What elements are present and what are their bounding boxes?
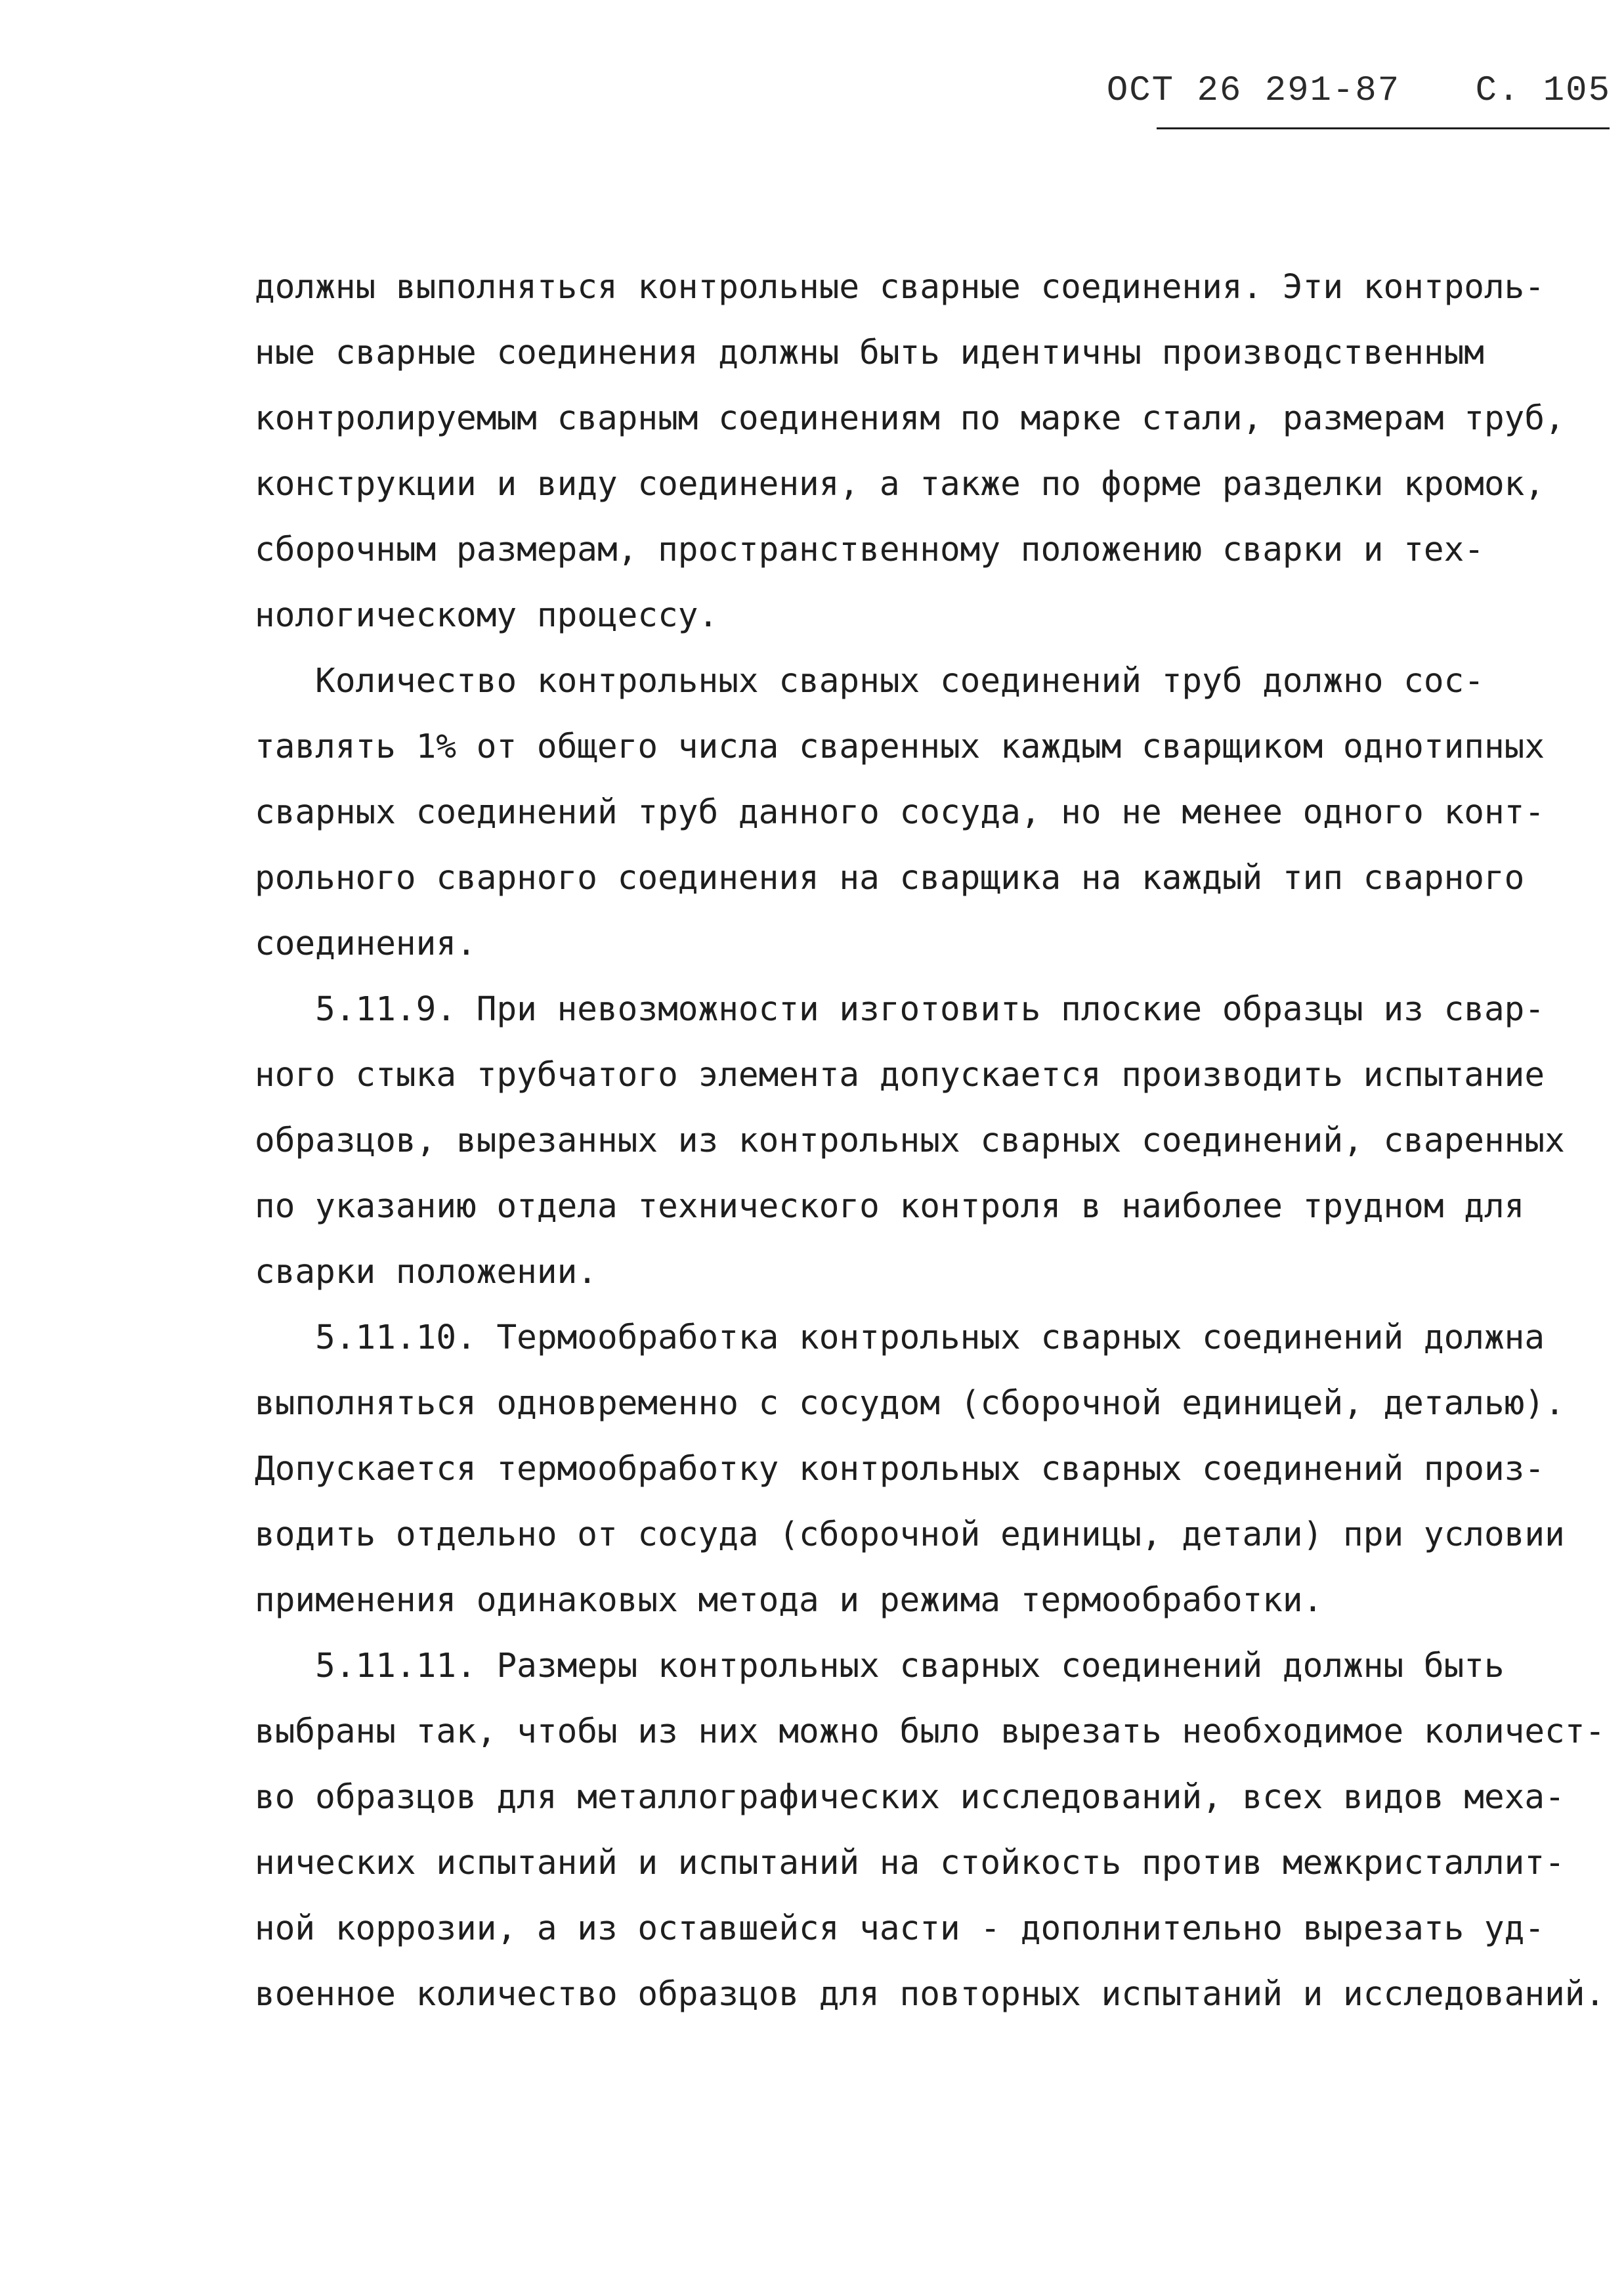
header-rule bbox=[1157, 127, 1610, 129]
text-line: применения одинаковых метода и режима термообработки. bbox=[255, 1581, 1323, 1620]
text-line: сборочным размерам, пространственному положению сварки и тех- bbox=[255, 531, 1484, 569]
text-line: по указанию отдела технического контроля в наиболее трудном для bbox=[255, 1187, 1525, 1226]
text-line: нологическому процессу. bbox=[255, 596, 719, 635]
text-line: образцов, вырезанных из контрольных сварных соединений, сваренных bbox=[255, 1121, 1565, 1160]
text-line: контролируемым сварным соединениям по марке стали, размерам труб, bbox=[255, 399, 1565, 438]
body-text bbox=[255, 255, 1607, 2028]
text-line: ного стыка трубчатого элемента допускается производить испытание bbox=[255, 1056, 1545, 1095]
text-line: во образцов для металлографических исследований, всех видов меха- bbox=[255, 1778, 1565, 1817]
text-line: выполняться одновременно с сосудом (сборочной единицей, деталью). bbox=[255, 1384, 1565, 1423]
text-line: сварки положении. bbox=[255, 1253, 597, 1291]
text-line: сварных соединений труб данного сосуда, но не менее одного конт- bbox=[255, 793, 1545, 832]
text-line: конструкции и виду соединения, а также по форме разделки кромок, bbox=[255, 465, 1545, 504]
text-line: ные сварные соединения должны быть идентичны производственным bbox=[255, 334, 1484, 372]
text-line: рольного сварного соединения на сварщика на каждый тип сварного bbox=[255, 859, 1525, 898]
text-line: 5.11.9. При невозможности изготовить плоские образцы из свар- bbox=[255, 990, 1545, 1029]
standard-number: ОСТ 26 291-87 bbox=[1106, 71, 1401, 111]
text-line: тавлять 1% от общего числа сваренных каждым сварщиком однотипных bbox=[255, 727, 1545, 766]
text-line: военное количество образцов для повторных испытаний и исследований. bbox=[255, 1975, 1606, 2014]
text-line: соединения. bbox=[255, 924, 477, 963]
text-line: Допускается термообработку контрольных сварных соединений произ- bbox=[255, 1450, 1545, 1488]
page-header bbox=[1107, 71, 1611, 111]
text-line: должны выполняться контрольные сварные соединения. Эти контроль- bbox=[255, 268, 1545, 307]
page-number: С. 105 bbox=[1475, 71, 1611, 111]
text-line: Количество контрольных сварных соединений труб должно сос- bbox=[255, 662, 1484, 701]
text-line: водить отдельно от сосуда (сборочной единицы, детали) при условии bbox=[255, 1515, 1565, 1554]
text-line: 5.11.11. Размеры контрольных сварных соединений должны быть bbox=[255, 1647, 1505, 1685]
text-line: ной коррозии, а из оставшейся части - дополнительно вырезать уд- bbox=[255, 1909, 1545, 1948]
text-line: выбраны так, чтобы из них можно было вырезать необходимое количест- bbox=[255, 1712, 1606, 1751]
text-line: нических испытаний и испытаний на стойкость против межкристаллит- bbox=[255, 1844, 1565, 1882]
text-line: 5.11.10. Термообработка контрольных сварных соединений должна bbox=[255, 1318, 1545, 1357]
